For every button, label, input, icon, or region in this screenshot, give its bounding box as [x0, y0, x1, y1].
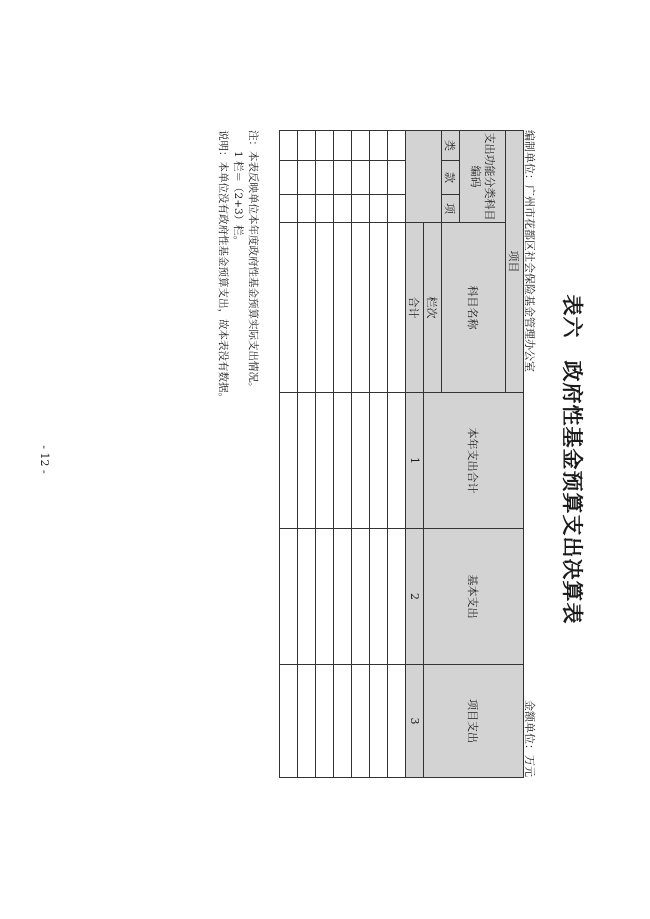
cell-v1: [316, 393, 334, 529]
cell-v3: [298, 665, 316, 778]
cell-kuan: [388, 161, 406, 195]
cell-kuan: [370, 161, 388, 195]
cell-kuan: [280, 161, 298, 195]
header-col3: 项目支出: [424, 665, 524, 778]
cell-name: [334, 223, 352, 393]
cell-xiang: [334, 195, 352, 223]
header-name: 科目名称: [442, 223, 506, 393]
page-number: - 12 -: [38, 445, 51, 474]
cell-lei: [334, 131, 352, 161]
table-row: [298, 131, 316, 778]
cell-kuan: [298, 161, 316, 195]
cell-v2: [298, 529, 316, 665]
cell-v2: [388, 529, 406, 665]
header-project: 项目: [506, 131, 524, 393]
header-lei: 类: [442, 131, 460, 161]
notes: [215, 130, 260, 403]
header-xiang: 项: [442, 195, 460, 223]
cell-name: [316, 223, 334, 393]
cell-v1: [370, 393, 388, 529]
cell-v1: [298, 393, 316, 529]
header-lanci: 栏次: [424, 223, 442, 393]
page-title: 表六 政府性基金预算支出决算表: [560, 294, 585, 625]
header-blank: [406, 131, 442, 223]
header-col1: 本年支出合计: [424, 393, 524, 529]
index-2: 2: [406, 529, 424, 665]
cell-name: [370, 223, 388, 393]
note-line: 注：本表反映单位本年度政府性基金预算实际支出情况。: [247, 130, 259, 393]
table-row: [280, 131, 298, 778]
header-heji: 合计: [406, 223, 424, 393]
cell-name: [280, 223, 298, 393]
budget-table: [279, 130, 524, 778]
cell-lei: [316, 131, 334, 161]
table-row: [316, 131, 334, 778]
cell-kuan: [352, 161, 370, 195]
cell-lei: [280, 131, 298, 161]
cell-lei: [352, 131, 370, 161]
cell-v3: [370, 665, 388, 778]
header-col2: 基本支出: [424, 529, 524, 665]
cell-name: [388, 223, 406, 393]
table-row: [370, 131, 388, 778]
cell-xiang: [316, 195, 334, 223]
cell-v1: [280, 393, 298, 529]
cell-v2: [370, 529, 388, 665]
cell-v2: [334, 529, 352, 665]
cell-v1: [334, 393, 352, 529]
header-kuan: 款: [442, 161, 460, 195]
cell-v3: [280, 665, 298, 778]
index-3: 3: [406, 665, 424, 778]
cell-v3: [352, 665, 370, 778]
note-line: 1 栏＝（2+3）栏。: [232, 130, 244, 247]
cell-xiang: [352, 195, 370, 223]
header-code: 支出功能分类科目编码: [460, 131, 506, 223]
unit-label: 金额单位：万元: [523, 700, 536, 777]
cell-v3: [388, 665, 406, 778]
table-row: [334, 131, 352, 778]
cell-kuan: [316, 161, 334, 195]
cell-v2: [352, 529, 370, 665]
cell-xiang: [388, 195, 406, 223]
cell-name: [352, 223, 370, 393]
table-row: [352, 131, 370, 778]
cell-lei: [388, 131, 406, 161]
cell-v1: [352, 393, 370, 529]
cell-xiang: [370, 195, 388, 223]
cell-lei: [370, 131, 388, 161]
cell-v3: [316, 665, 334, 778]
index-1: 1: [406, 393, 424, 529]
cell-xiang: [280, 195, 298, 223]
cell-v2: [280, 529, 298, 665]
table-row: [388, 131, 406, 778]
cell-xiang: [298, 195, 316, 223]
cell-v2: [316, 529, 334, 665]
cell-name: [298, 223, 316, 393]
org-label: 编制单位：广州市花都区社会保险基金管理办公室: [523, 130, 536, 372]
cell-v3: [334, 665, 352, 778]
cell-kuan: [334, 161, 352, 195]
cell-lei: [298, 131, 316, 161]
cell-v1: [388, 393, 406, 529]
note-line: 说明：本单位没有政府性基金预算支出，故本表没有数据。: [217, 130, 229, 403]
